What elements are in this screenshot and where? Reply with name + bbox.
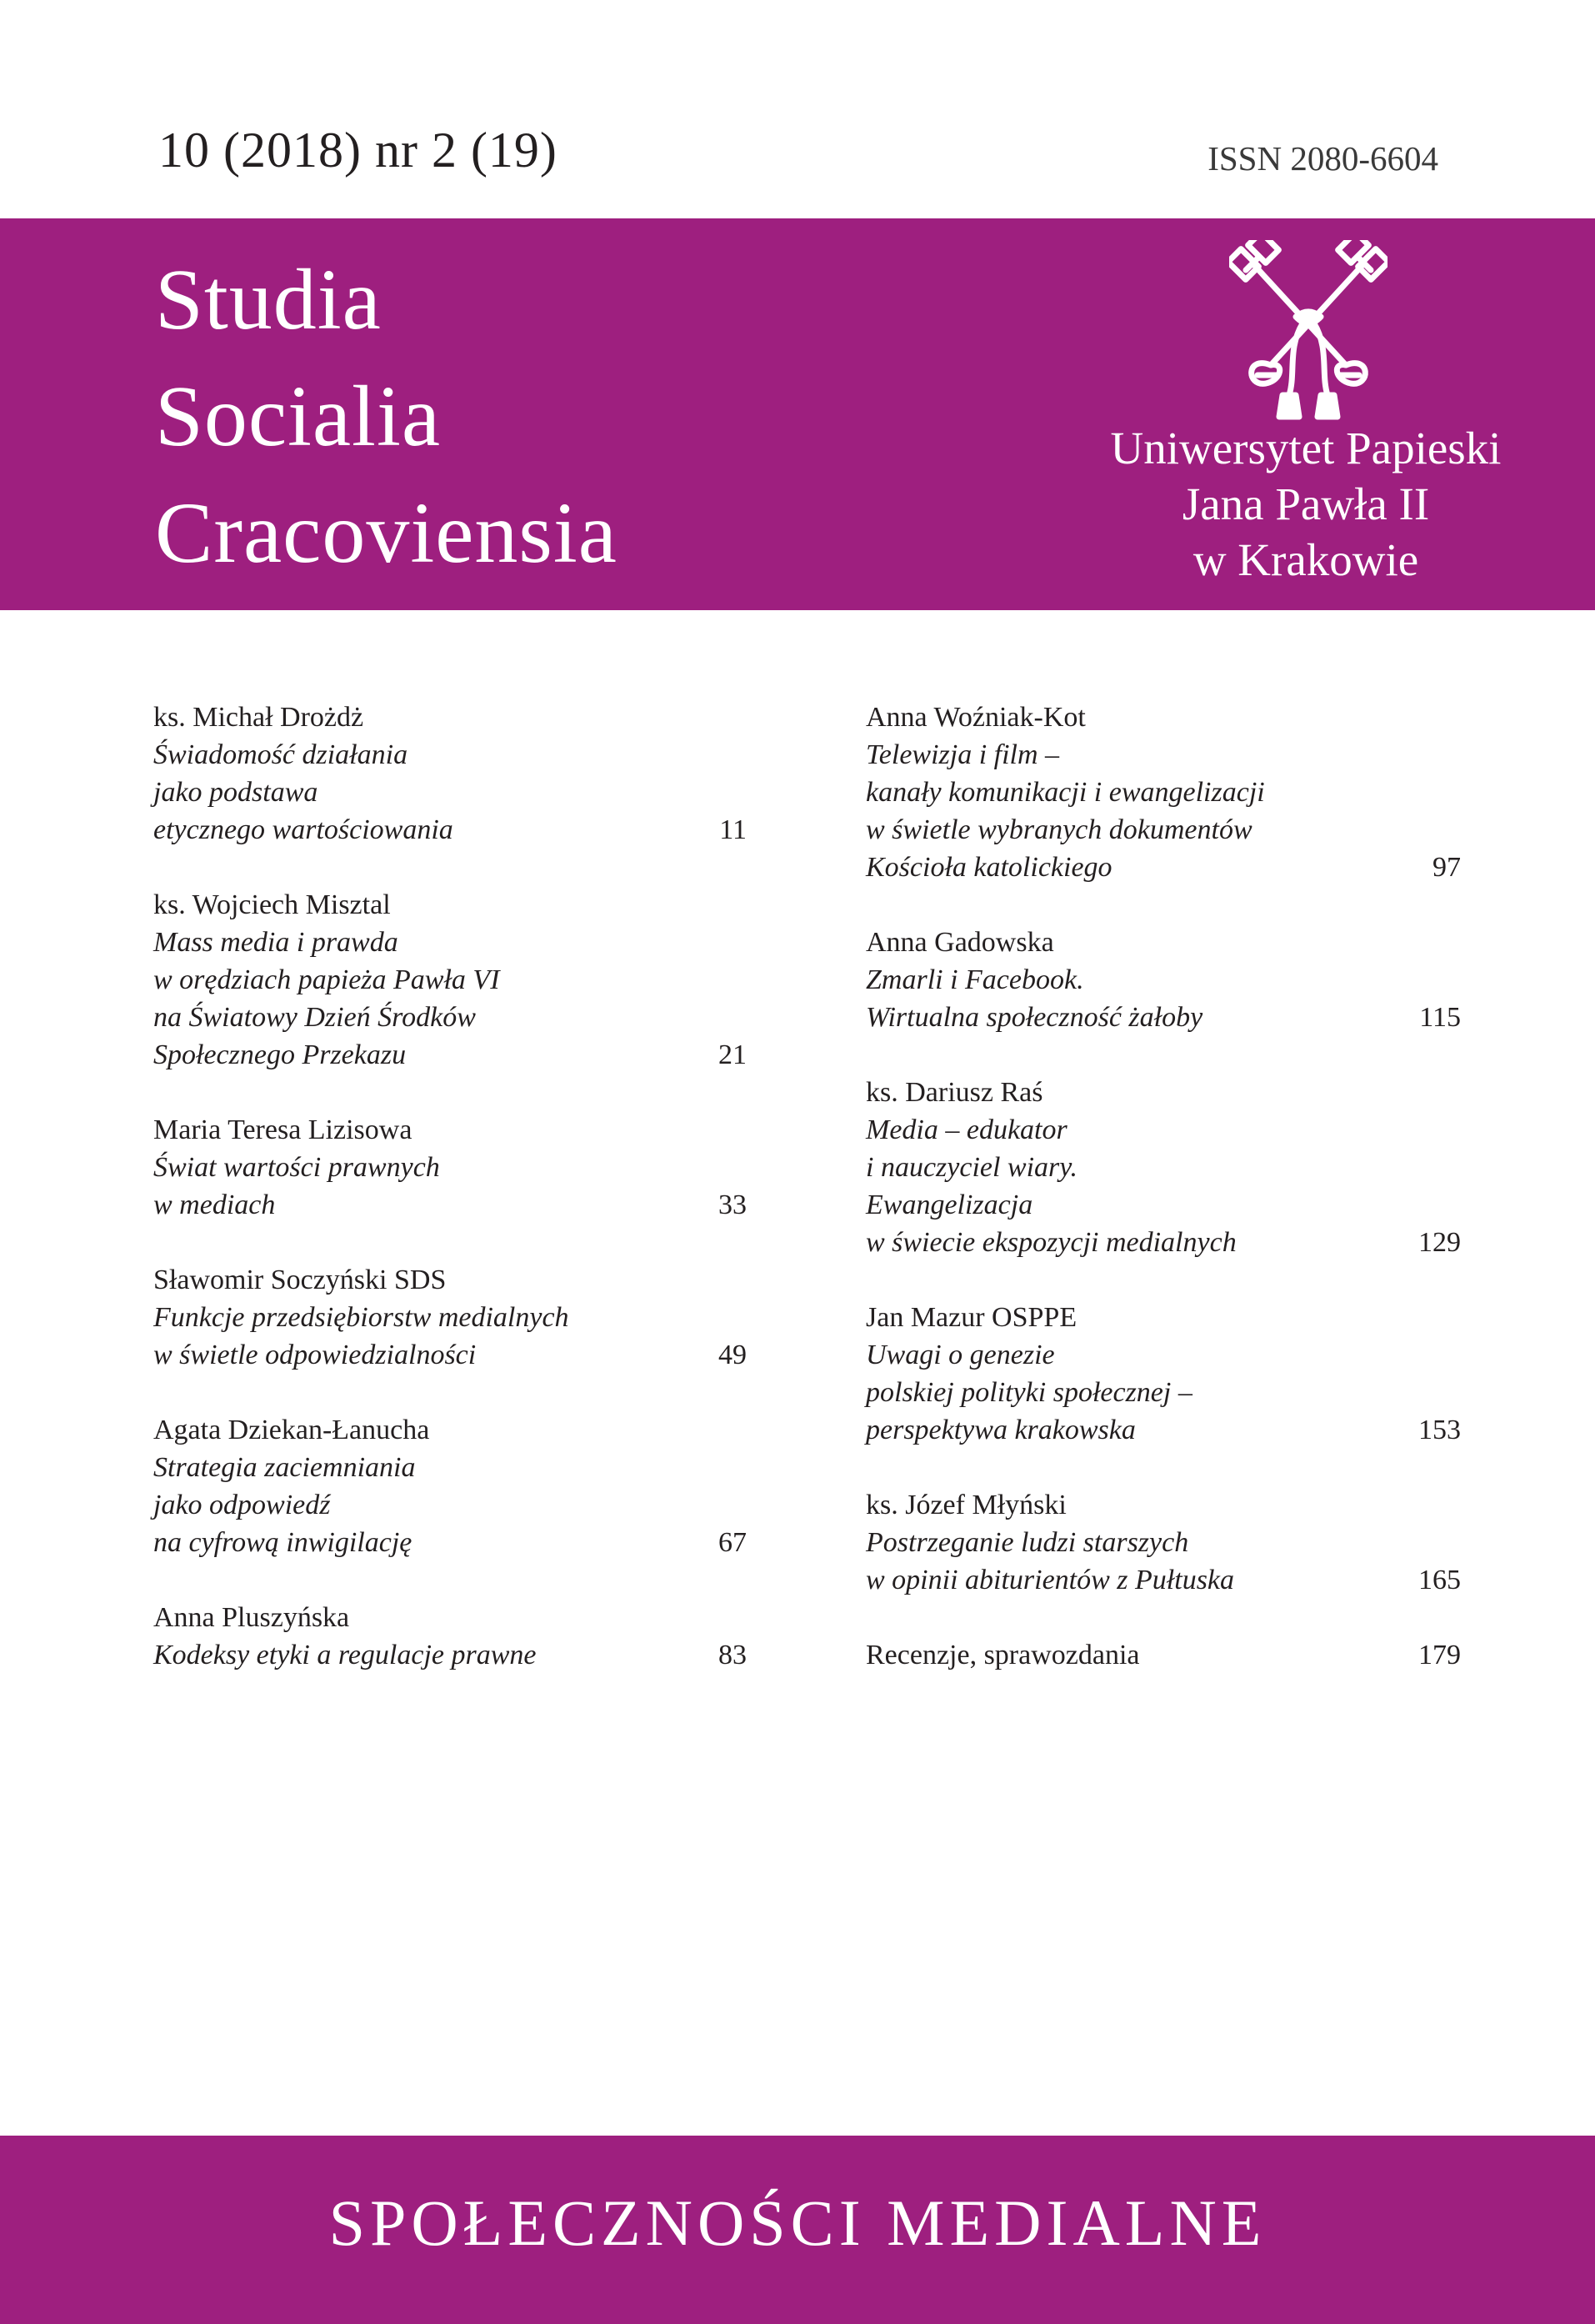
toc-author: ks. Józef Młyński <box>866 1490 1067 1520</box>
toc-page-number: 11 <box>719 814 747 845</box>
toc-page-number: 49 <box>718 1340 747 1370</box>
crossed-keys-icon <box>1229 240 1388 422</box>
toc-title-line: Świadomość działania <box>153 739 408 770</box>
toc-entry-reviews <box>866 1636 1461 1674</box>
series-title: SPOŁECZNOŚCI MEDIALNE <box>328 2186 1267 2259</box>
toc-entry <box>866 1074 1461 1261</box>
journal-title-line: Cracoviensia <box>155 485 618 581</box>
toc-author: Maria Teresa Lizisowa <box>153 1114 412 1145</box>
toc-page-number: 153 <box>1418 1415 1461 1445</box>
toc-page-number: 21 <box>718 1039 747 1070</box>
toc-right-column <box>866 699 1461 1711</box>
toc-title-line: w świetle wybranych dokumentów <box>866 814 1252 845</box>
toc-title-line: Strategia zaciemniania <box>153 1452 416 1483</box>
toc-title-line: Uwagi o genezie <box>866 1340 1055 1370</box>
toc-author: Anna Woźniak-Kot <box>866 702 1086 733</box>
toc-title-line: Funkcje przedsiębiorstw medialnych <box>153 1302 569 1333</box>
university-name-line: Uniwersytet Papieski <box>1110 423 1502 473</box>
toc-title-line: Media – edukator <box>866 1114 1068 1145</box>
toc-entry <box>866 699 1461 886</box>
toc-title-line: polskiej polityki społecznej – <box>866 1377 1192 1408</box>
toc-title-line: Telewizja i film – <box>866 739 1060 770</box>
toc-title-line: Kościoła katolickiego 97 <box>866 849 1461 886</box>
toc-title-line: na Światowy Dzień Środków <box>153 1002 476 1033</box>
toc-entry <box>153 1411 747 1561</box>
toc-author: Anna Gadowska <box>866 927 1054 958</box>
toc-entry <box>866 1299 1461 1449</box>
toc-page-number: 83 <box>718 1640 747 1670</box>
toc-entry <box>866 924 1461 1036</box>
toc-title-line: w mediach 33 <box>153 1186 747 1224</box>
toc-page-number: 97 <box>1432 852 1461 883</box>
toc-title-line: na cyfrową inwigilację 67 <box>153 1524 747 1561</box>
toc-entry <box>153 1599 747 1674</box>
university-name-line: Jana Pawła II <box>1182 478 1430 529</box>
toc-title-line: Świat wartości prawnych <box>153 1152 440 1183</box>
toc-entry <box>153 1111 747 1224</box>
toc-title-line: Mass media i prawda <box>153 927 398 958</box>
toc-title-line: w opinii abiturientów z Pułtuska 165 <box>866 1561 1461 1599</box>
toc-page-number: 129 <box>1418 1227 1461 1258</box>
toc-page-number: 179 <box>1418 1640 1461 1670</box>
issue-number: 10 (2018) nr 2 (19) <box>158 123 558 178</box>
toc-title-line: Postrzeganie ludzi starszych <box>866 1527 1189 1558</box>
toc-title-line: etycznego wartościowania 11 <box>153 811 747 849</box>
journal-title-line: Studia <box>155 252 382 348</box>
issn: ISSN 2080-6604 <box>1208 139 1438 178</box>
toc-author: Anna Pluszyńska <box>153 1602 350 1633</box>
toc-title-line: perspektywa krakowska 153 <box>866 1411 1461 1449</box>
toc-author: Agata Dziekan-Łanucha <box>153 1415 430 1445</box>
university-name-line: w Krakowie <box>1192 534 1419 585</box>
toc-author: ks. Dariusz Raś <box>866 1077 1043 1108</box>
toc-author: ks. Michał Drożdż <box>153 702 364 733</box>
toc-left-column <box>153 699 747 1711</box>
toc-title-line: Wirtualna społeczność żałoby 115 <box>866 999 1461 1036</box>
toc-author: Jan Mazur OSPPE <box>866 1302 1078 1333</box>
toc-author: Sławomir Soczyński SDS <box>153 1265 447 1295</box>
toc-page-number: 165 <box>1418 1565 1461 1595</box>
toc-entry <box>153 699 747 849</box>
toc-title-line: Recenzje, sprawozdania 179 <box>866 1636 1461 1674</box>
toc-title-line: w świecie ekspozycji medialnych 129 <box>866 1224 1461 1261</box>
toc-entry <box>153 886 747 1074</box>
toc-title-line: Zmarli i Facebook. <box>866 964 1084 995</box>
toc-page-number: 115 <box>1419 1002 1461 1033</box>
journal-title-line: Socialia <box>155 368 442 464</box>
toc-title-line: w świetle odpowiedzialności 49 <box>153 1336 747 1374</box>
toc-page-number: 33 <box>718 1190 747 1220</box>
toc-entry <box>866 1486 1461 1599</box>
toc-title-line: kanały komunikacji i ewangelizacji <box>866 777 1265 808</box>
toc-page-number: 67 <box>718 1527 747 1558</box>
toc-author: ks. Wojciech Misztal <box>153 889 391 920</box>
toc-title-line: Społecznego Przekazu 21 <box>153 1036 747 1074</box>
toc-entry <box>153 1261 747 1374</box>
toc-title-line: jako podstawa <box>153 777 318 808</box>
toc-title-line: jako odpowiedź <box>153 1490 331 1520</box>
toc-title-line: Kodeksy etyki a regulacje prawne 83 <box>153 1636 747 1674</box>
toc-title-line: w orędziach papieża Pawła VI <box>153 964 500 995</box>
toc-title-line: Ewangelizacja <box>866 1190 1033 1220</box>
toc-title-line: i nauczyciel wiary. <box>866 1152 1078 1183</box>
